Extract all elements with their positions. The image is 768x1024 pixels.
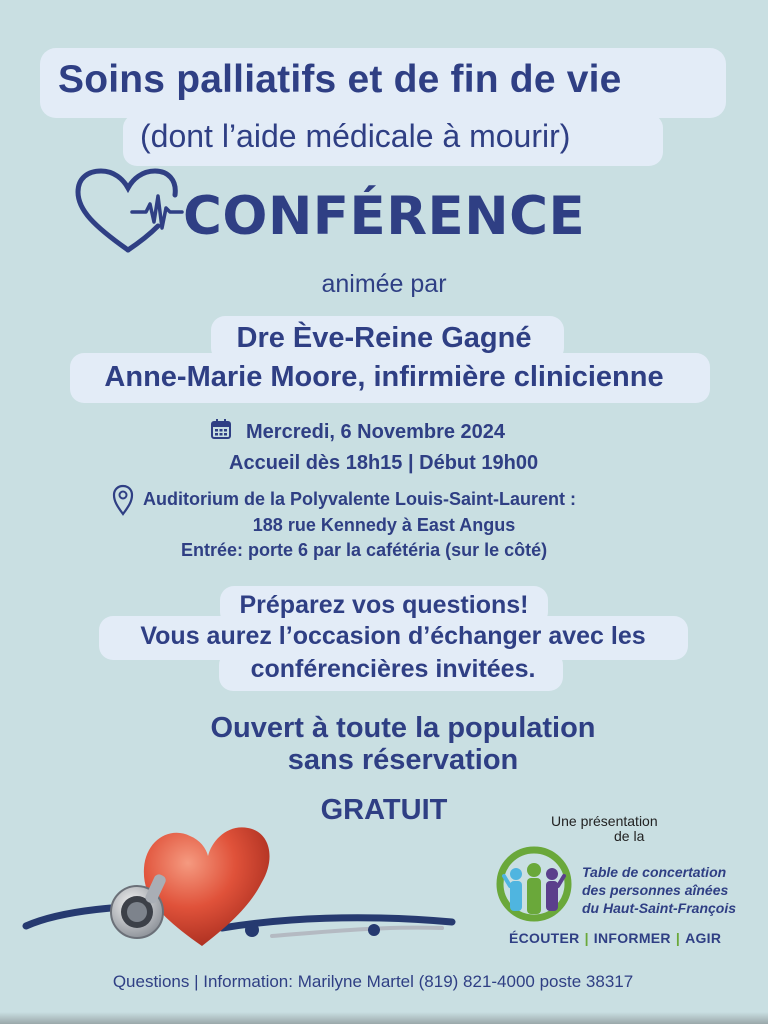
slogan-word: AGIR (685, 930, 722, 946)
price-label: GRATUIT (320, 794, 448, 826)
venue-name: Auditorium de la Polyvalente Louis-Saint-Laurent : (143, 489, 577, 509)
no-reservation: sans réservation (287, 744, 519, 776)
event-type-heading: CONFÉRENCE (183, 186, 586, 247)
calendar-icon (210, 418, 232, 440)
slogan-separator: | (675, 930, 681, 946)
organization-name: Table de concertation (582, 864, 727, 880)
organization-logo-icon (494, 846, 578, 926)
heart-stethoscope-icon (22, 818, 472, 948)
speaker-name: Anne-Marie Moore, infirmière clinicienne (104, 361, 664, 393)
location-pin-icon (112, 484, 134, 516)
event-date: Mercredi, 6 Novembre 2024 (246, 421, 506, 443)
questions-line: Vous aurez l’occasion d’échanger avec les (140, 622, 646, 650)
organization-name: du Haut-Saint-François (582, 900, 737, 916)
slogan-separator: | (584, 930, 589, 946)
open-to-public: Ouvert à toute la population (210, 712, 596, 744)
page-title: Soins palliatifs et de fin de vie (58, 58, 622, 101)
speaker-name: Dre Ève-Reine Gagné (236, 322, 532, 354)
slogan-word: INFORMER (593, 930, 671, 946)
hosted-by-label: animée par (321, 270, 447, 298)
page-subtitle: (dont l’aide médicale à mourir) (140, 118, 571, 154)
slogan-word: ÉCOUTER (509, 930, 580, 946)
contact-footer: Questions | Information: Marilyne Martel (819) 821-4000 poste 38317 (112, 972, 634, 991)
organization-name: des personnes aînées (582, 882, 729, 898)
venue-entrance: Entrée: porte 6 par la cafétéria (sur le côté) (181, 540, 548, 560)
venue-address: 188 rue Kennedy à East Angus (252, 515, 516, 535)
presentation-intro: Une présentation (551, 813, 658, 829)
event-time: Accueil dès 18h15 | Début 19h00 (229, 452, 539, 474)
organization-slogan (509, 930, 721, 946)
heartbeat-logo-icon (74, 168, 184, 254)
questions-line: conférencières invitées. (250, 655, 536, 683)
questions-line: Préparez vos questions! (239, 591, 529, 619)
bottom-shadow (0, 1012, 768, 1024)
presentation-intro: de la (614, 828, 645, 844)
